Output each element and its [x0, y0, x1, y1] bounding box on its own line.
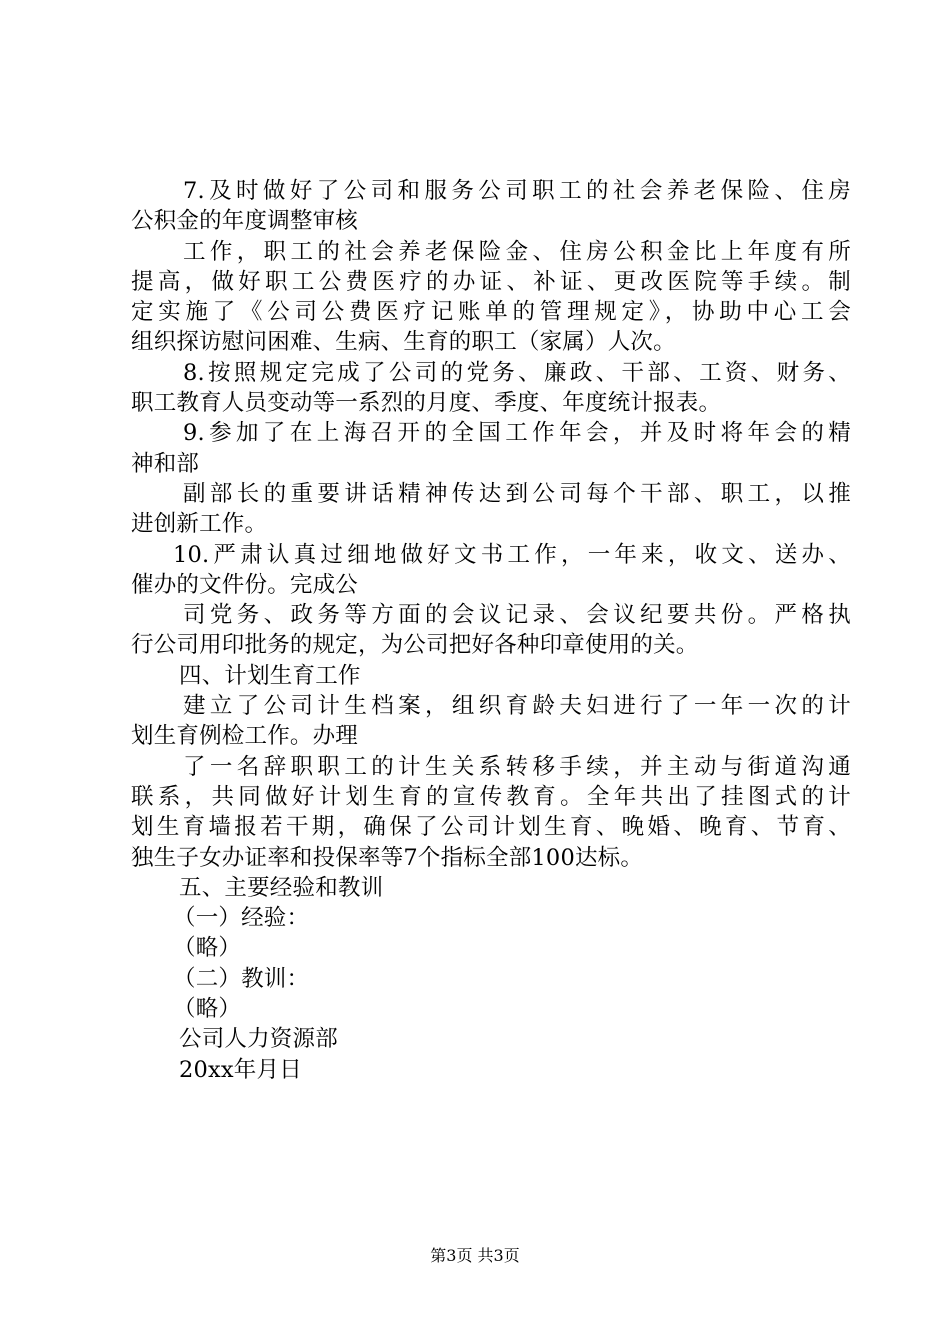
paragraph-line: 联系，共同做好计划生育的宣传教育。全年共出了挂图式的计 — [131, 783, 851, 810]
document-body — [131, 176, 851, 1085]
paragraph-line: 9.参加了在上海召开的全国工作年会，并及时将年会的精 — [183, 420, 851, 447]
paragraph-line: 催办的文件份。完成公 — [131, 571, 359, 598]
paragraph-line: 工作，职工的社会养老保险金、住房公积金比上年度有所 — [183, 238, 851, 265]
paragraph-line: 职工教育人员变动等一系烈的月度、季度、年度统计报表。 — [131, 390, 722, 417]
paragraph-line: 进创新工作。 — [131, 511, 268, 538]
paragraph-line: 提高，做好职工公费医疗的办证、补证、更改医院等手续。制 — [131, 268, 851, 295]
paragraph-line: 建立了公司计生档案，组织育龄夫妇进行了一年一次的计 — [183, 693, 851, 720]
subsection-heading: （二）教训： — [173, 965, 310, 992]
paragraph-line: 独生子女办证率和投保率等7个指标全部100达标。 — [131, 844, 644, 871]
paragraph-line: 8.按照规定完成了公司的党务、廉政、干部、工资、财务、 — [183, 359, 851, 386]
page-footer: 第3页 共3页 — [430, 1246, 520, 1265]
paragraph-line: 行公司用印批务的规定，为公司把好各种印章使用的关。 — [131, 632, 699, 659]
paragraph-line: 司党务、政务等方面的会议记录、会议纪要共份。严格执 — [183, 602, 851, 629]
paragraph-line: （略） — [173, 996, 242, 1023]
section-heading: 四、计划生育工作 — [179, 662, 361, 689]
paragraph-line: 神和部 — [131, 450, 200, 477]
paragraph-line: 划生育墙报若干期，确保了公司计划生育、晚婚、晚育、节育、 — [131, 814, 851, 841]
paragraph-line: 划生育例检工作。办理 — [131, 723, 359, 750]
signature-date: 20xx年月日 — [179, 1056, 302, 1083]
paragraph-line: 副部长的重要讲话精神传达到公司每个干部、职工，以推 — [183, 480, 851, 507]
paragraph-line: 公积金的年度调整审核 — [131, 208, 359, 235]
section-heading: 五、主要经验和教训 — [179, 874, 384, 901]
paragraph-line: 定实施了《公司公费医疗记账单的管理规定》，协助中心工会 — [131, 299, 851, 326]
paragraph-line: （略） — [173, 935, 242, 962]
paragraph-line: 7.及时做好了公司和服务公司职工的社会养老保险、住房 — [183, 178, 851, 204]
paragraph-line: 10.严肃认真过细地做好文书工作，一年来，收文、送办、 — [173, 541, 851, 568]
subsection-heading: （一）经验： — [173, 905, 310, 932]
signature-department: 公司人力资源部 — [179, 1026, 338, 1053]
paragraph-line: 组织探访慰问困难、生病、生育的职工（家属）人次。 — [131, 329, 676, 356]
paragraph-line: 了一名辞职职工的计生关系转移手续，并主动与街道沟通 — [183, 753, 851, 780]
